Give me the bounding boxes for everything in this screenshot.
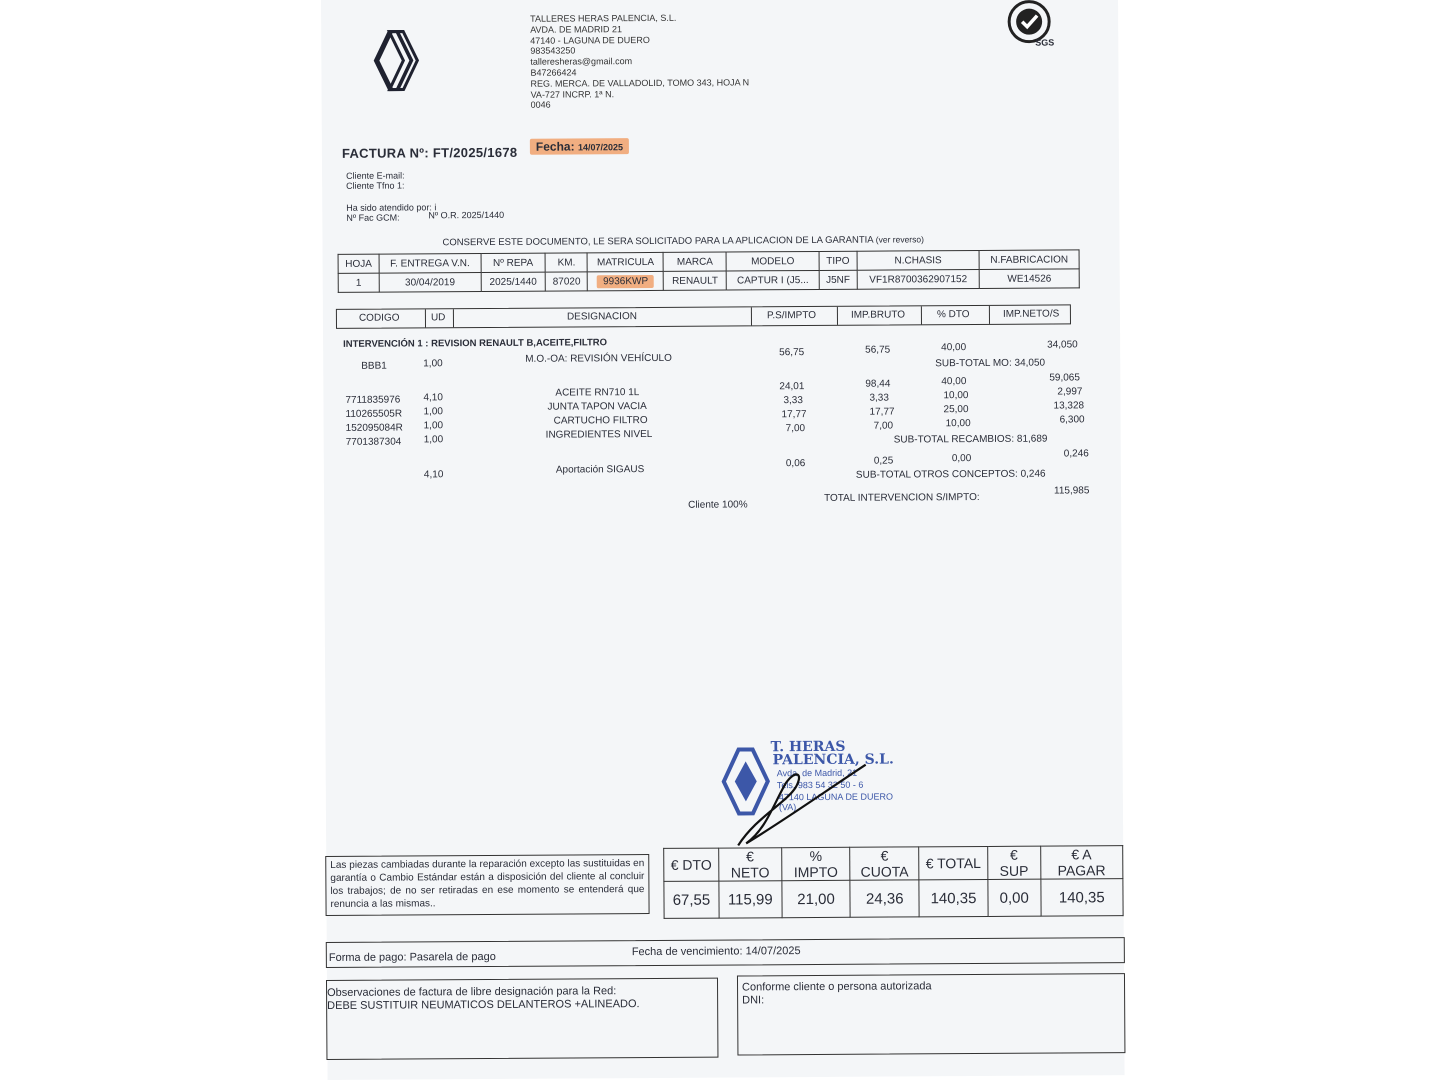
invoice-sheet <box>321 0 1125 1080</box>
line-discount: 10,00 <box>943 390 969 402</box>
line-units: 1,00 <box>423 434 444 446</box>
attended-by-label: Ha sido atendido por: i <box>346 202 437 213</box>
warranty-notice-sub: (ver reverso) <box>875 234 924 245</box>
disclaimer-box <box>325 854 649 916</box>
line-units: 1,00 <box>423 358 443 370</box>
stamp-name-line2: PALENCIA, S.L. <box>772 751 894 769</box>
company-line: talleresheras@gmail.com <box>530 56 633 67</box>
totals-header-row <box>664 846 1123 882</box>
observations-box <box>326 978 718 1060</box>
line-discount: 40,00 <box>941 342 967 354</box>
company-line: 0046 <box>530 99 551 111</box>
totals-value: 0,00 <box>988 879 1041 916</box>
totals-header: € TOTAL <box>919 846 988 879</box>
line-gross: 7,00 <box>873 420 894 432</box>
vehicle-value: 2025/1440 <box>481 272 546 291</box>
vehicle-header: TIPO <box>819 251 857 270</box>
totals-value-row <box>664 879 1123 919</box>
line-code: 7701387304 <box>345 436 402 448</box>
totals-value: 67,55 <box>664 881 719 918</box>
payment-due-date: Fecha de vencimiento: 14/07/2025 <box>631 945 801 959</box>
observations-text: DEBE SUSTITUIR NEUMATICOS DELANTEROS +ALINEADO. <box>327 998 640 1012</box>
vehicle-header: HOJA <box>338 254 379 273</box>
payment-method: Forma de pago: Pasarela de pago <box>328 950 496 964</box>
line-gross: 56,75 <box>865 344 891 356</box>
line-discount: 10,00 <box>945 418 971 430</box>
vehicle-header: F. ENTREGA V.N. <box>379 254 481 274</box>
line-units: 1,00 <box>423 420 444 432</box>
totals-value: 115,99 <box>719 881 782 918</box>
totals-header: € DTO <box>664 848 719 881</box>
parts-subtotal: SUB-TOTAL RECAMBIOS: 81,689 <box>893 433 1048 446</box>
intervention-title: INTERVENCIÓN 1 : REVISION RENAULT B,ACEITE,FILTRO <box>343 337 608 350</box>
line-discount: 0,00 <box>951 453 972 465</box>
payment-bar <box>326 937 1125 968</box>
line-designation: Aportación SIGAUS <box>555 464 645 476</box>
line-net: 59,065 <box>1049 372 1080 384</box>
vehicle-table <box>338 249 1080 293</box>
plate-number: 9936KWP <box>597 274 654 287</box>
vehicle-value: RENAULT <box>663 271 726 290</box>
col-ps-impto: P.S/IMPTO <box>766 309 817 322</box>
vehicle-value-plate <box>588 271 664 290</box>
line-net: 6,300 <box>1059 414 1085 426</box>
totals-value: 140,35 <box>1040 879 1123 917</box>
vehicle-value: VF1R8700362907152 <box>857 269 980 289</box>
vehicle-header: Nº REPA <box>481 253 546 272</box>
line-code: 152095084R <box>345 422 403 434</box>
line-units: 4,10 <box>423 392 443 404</box>
vehicle-value: 1 <box>338 273 379 292</box>
col-designacion: DESIGNACION <box>566 311 637 323</box>
line-gross: 17,77 <box>869 406 895 418</box>
fac-gcm-label: Nº Fac GCM: <box>346 212 400 223</box>
line-designation: JUNTA TAPON VACIA <box>547 401 647 413</box>
company-line: AVDA. DE MADRID 21 <box>530 23 623 35</box>
lines-column-header <box>336 304 1071 328</box>
vehicle-header: MARCA <box>663 252 726 271</box>
vehicle-header: KM. <box>545 253 587 272</box>
company-line: 47140 - LAGUNA DE DUERO <box>530 34 650 46</box>
client-email-label: Cliente E-mail: <box>346 170 405 181</box>
line-gross: 0,25 <box>873 455 894 467</box>
line-price: 7,00 <box>785 423 806 435</box>
company-line: B47266424 <box>530 67 577 78</box>
invoice-date-label: Fecha: <box>535 139 575 154</box>
vehicle-header: MATRICULA <box>588 252 664 271</box>
line-price: 24,01 <box>779 381 805 393</box>
observations-label: Observaciones de factura de libre designación para la Red: <box>327 985 617 999</box>
line-designation: ACEITE RN710 1L <box>555 387 640 399</box>
totals-header: % IMPTO <box>781 847 850 880</box>
line-designation: M.O.-OA: REVISIÓN VEHÍCULO <box>525 352 672 365</box>
conformity-label: Conforme cliente o persona autorizada <box>742 980 932 994</box>
invoice-date-block <box>530 139 629 154</box>
vehicle-header: MODELO <box>726 251 819 271</box>
renault-logo-icon <box>373 29 419 91</box>
vehicle-value: J5NF <box>819 270 857 289</box>
vehicle-header: N.CHASIS <box>857 250 980 270</box>
or-number-label: Nº O.R. 2025/1440 <box>428 209 505 221</box>
company-line: VA-727 INCRP. 1ª N. <box>530 88 615 100</box>
totals-value: 21,00 <box>782 880 851 917</box>
vehicle-value: 30/04/2019 <box>379 273 481 293</box>
disclaimer-text: Las piezas cambiadas durante la reparación excepto las sustituidas en garantía o Cambio Estándar están a disposición del cliente al concluir los trabajos; de no ser retiradas en ese momento se entenderá que renuncia a las mismas.. <box>330 858 645 910</box>
line-units: 4,10 <box>423 469 444 481</box>
sgs-certification-badge <box>1001 0 1061 52</box>
totals-value: 140,35 <box>919 879 988 916</box>
line-price: 56,75 <box>779 347 805 359</box>
line-discount: 25,00 <box>943 404 969 416</box>
line-code: BBB1 <box>361 360 387 372</box>
line-net: 13,328 <box>1053 400 1085 412</box>
company-info <box>530 12 749 111</box>
col-dto: % DTO <box>936 309 970 321</box>
line-price: 17,77 <box>781 409 807 421</box>
line-net: 2,997 <box>1057 386 1083 398</box>
totals-header: € A PAGAR <box>1040 846 1123 880</box>
other-subtotal: SUB-TOTAL OTROS CONCEPTOS: 0,246 <box>855 468 1046 481</box>
col-imp-bruto: IMP.BRUTO <box>850 309 906 321</box>
line-designation: CARTUCHO FILTRO <box>553 415 648 427</box>
line-code: 110265505R <box>345 408 403 420</box>
line-net: 34,050 <box>1047 339 1078 351</box>
line-code: 7711835976 <box>345 394 401 406</box>
col-codigo: CODIGO <box>358 312 400 324</box>
mo-subtotal: SUB-TOTAL MO: 34,050 <box>935 357 1046 370</box>
stamp-phone: Tels. 983 54 32 50 - 6 <box>776 779 864 791</box>
conformity-box <box>737 973 1125 1055</box>
line-gross: 3,33 <box>869 392 889 404</box>
stamp-city: 47140 LAGUNA DE DUERO (VA) <box>778 791 893 813</box>
totals-table <box>663 845 1123 919</box>
warranty-notice-text: CONSERVE ESTE DOCUMENTO, LE SERA SOLICITADO PARA LA APLICACION DE LA GARANTIA <box>442 234 874 249</box>
line-designation: INGREDIENTES NIVEL <box>545 428 653 441</box>
stamp-address: Avda. de Madrid, 21 <box>776 767 858 779</box>
invoice-date: 14/07/2025 <box>577 142 624 153</box>
company-line: REG. MERCA. DE VALLADOLID, TOMO 343, HOJA N <box>530 77 750 89</box>
vehicle-value-row <box>338 269 1079 293</box>
signature-drawing <box>726 746 927 857</box>
line-price: 0,06 <box>785 458 806 470</box>
vehicle-header: N.FABRICACION <box>979 250 1079 270</box>
totals-value: 24,36 <box>850 880 919 917</box>
vehicle-value: 87020 <box>545 272 587 291</box>
client-percentage: Cliente 100% <box>688 499 748 511</box>
line-gross: 98,44 <box>865 378 891 390</box>
conformity-dni: DNI: <box>742 994 765 1007</box>
line-units: 1,00 <box>423 406 444 418</box>
stamp-name-line1: T. HERAS <box>770 738 846 756</box>
total-intervention-value: 115,985 <box>1053 485 1090 497</box>
line-discount: 40,00 <box>941 376 967 388</box>
line-price: 3,33 <box>783 395 803 407</box>
totals-header: € NETO <box>719 848 782 881</box>
totals-header: € CUOTA <box>850 847 919 880</box>
line-net: 0,246 <box>1063 448 1089 460</box>
company-line: TALLERES HERAS PALENCIA, S.L. <box>530 12 677 24</box>
total-intervention-label: TOTAL INTERVENCION S/IMPTO: <box>824 491 980 504</box>
vehicle-value: WE14526 <box>979 269 1079 289</box>
totals-header: € SUP <box>988 846 1041 879</box>
col-ud: UD <box>430 312 446 324</box>
col-imp-neto: IMP.NETO/S <box>1002 308 1060 320</box>
invoice-number: FACTURA Nº: FT/2025/1678 <box>341 144 518 161</box>
sgs-label: SGS <box>1035 37 1055 48</box>
warranty-notice <box>442 234 924 248</box>
client-phone-label: Cliente Tfno 1: <box>346 180 405 191</box>
company-line: 983543250 <box>530 45 576 57</box>
vehicle-value: CAPTUR I (J5... <box>726 270 819 290</box>
